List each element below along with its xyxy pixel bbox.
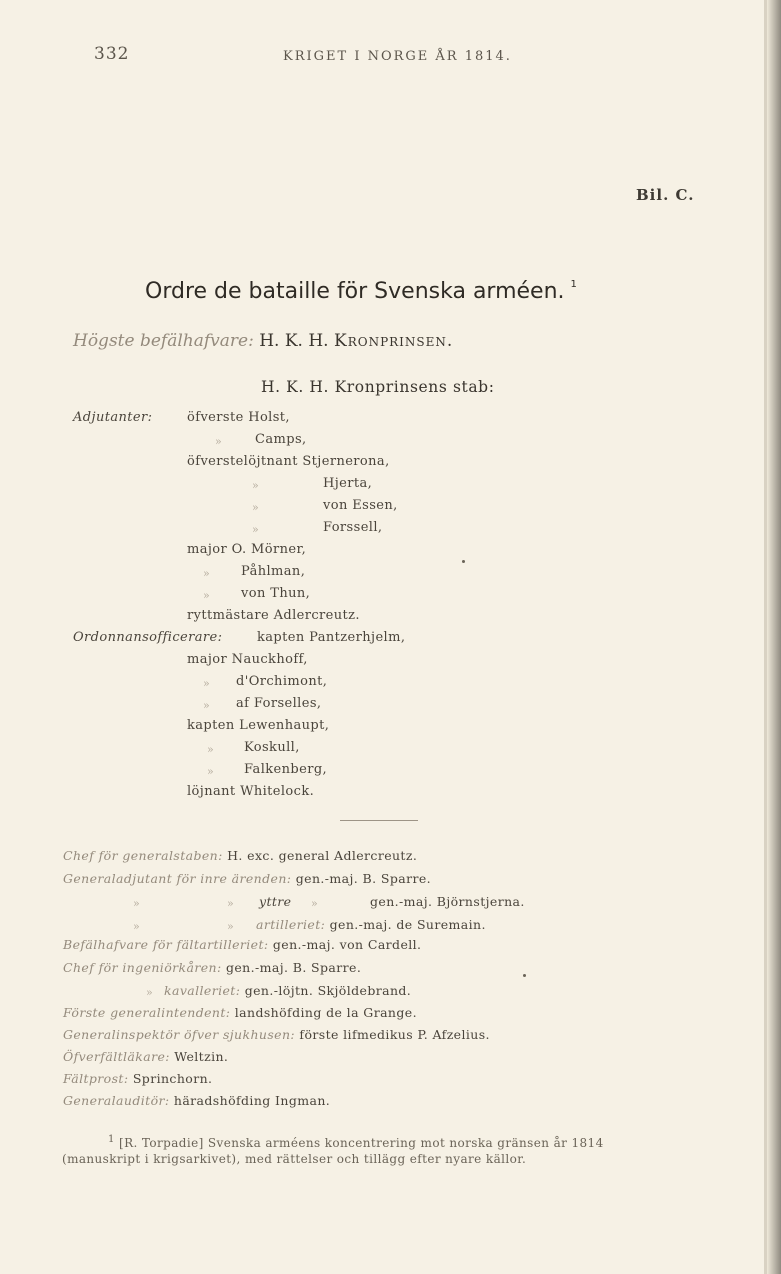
list-item: öfverstelöjtnant Stjernerona, xyxy=(187,454,390,469)
ditto-mark: » xyxy=(203,567,210,580)
list-item: ryttmästare Adlercreutz. xyxy=(187,608,360,623)
ditto-mark: » xyxy=(133,897,140,910)
list-item: Påhlman, xyxy=(241,564,306,579)
appointment-holder: Sprinchorn. xyxy=(132,1071,213,1086)
appointment-row xyxy=(63,1071,212,1086)
appointment-holder: gen.-maj. von Cardell. xyxy=(272,937,422,952)
ditto-mark: » xyxy=(311,897,318,910)
appendix-label: Bil. C. xyxy=(636,186,695,204)
list-item: öfverste Holst, xyxy=(187,410,290,425)
appointment-holder: Weltzin. xyxy=(174,1049,229,1064)
orderlies-label: Ordonnansofficerare: xyxy=(73,630,223,645)
list-item: kapten Pantzerhjelm, xyxy=(257,630,406,645)
appointment-holder: häradshöfding Ingman. xyxy=(173,1093,331,1108)
footnote-marker: 1 xyxy=(108,1134,115,1145)
appointment-role: Fältprost: xyxy=(63,1071,129,1086)
footnote-line-1: [R. Torpadie] Svenska arméens koncentrering mot norska gränsen år 1814 xyxy=(118,1136,604,1150)
appointment-role: Generalinspektör öfver sjukhusen: xyxy=(63,1027,296,1042)
list-item: major Nauckhoff, xyxy=(187,652,308,667)
appointment-row xyxy=(63,1093,330,1108)
list-item: Falkenberg, xyxy=(244,762,328,777)
page-number: 332 xyxy=(94,44,130,64)
page-title xyxy=(145,279,577,304)
commander-prefix: H. K. H. xyxy=(259,331,329,351)
staff-heading: H. K. H. Kronprinsens stab: xyxy=(261,378,495,396)
page-edge xyxy=(767,0,781,1274)
ditto-mark: » xyxy=(146,986,153,999)
appointment-row xyxy=(63,1005,417,1020)
appointment-row xyxy=(63,848,417,863)
footnote-ref: 1 xyxy=(570,279,577,290)
appointment-holder: gen.-maj. de Suremain. xyxy=(329,917,486,932)
appointment-row xyxy=(63,1027,490,1042)
list-item: d'Orchimont, xyxy=(236,674,328,689)
appointment-holder: gen.-maj. B. Sparre. xyxy=(225,960,362,975)
commander-role: Högste befälhafvare: xyxy=(73,331,254,351)
appointment-row xyxy=(164,983,411,998)
ditto-mark: » xyxy=(227,920,234,933)
appointment-role: yttre xyxy=(259,894,292,909)
ditto-mark: » xyxy=(203,699,210,712)
appointment-row xyxy=(63,937,421,952)
title-text: Ordre de bataille för Svenska arméen. xyxy=(145,279,565,304)
ditto-mark: » xyxy=(203,589,210,602)
ditto-mark: » xyxy=(133,920,140,933)
appointment-role: artilleriet: xyxy=(256,917,326,932)
list-item: kapten Lewenhaupt, xyxy=(187,718,330,733)
commander-line xyxy=(73,331,453,351)
ditto-mark: » xyxy=(252,501,259,514)
footnote-line-2: (manuskript i krigsarkivet), med rättelser och tillägg efter nyare källor. xyxy=(62,1152,527,1166)
list-item: af Forselles, xyxy=(236,696,322,711)
appointment-holder: gen.-maj. B. Sparre. xyxy=(295,871,432,886)
list-item: Koskull, xyxy=(244,740,300,755)
ditto-mark: » xyxy=(252,523,259,536)
ink-speck xyxy=(462,560,465,563)
appointment-holder: gen.-löjtn. Skjöldebrand. xyxy=(244,983,412,998)
appointment-holder: gen.-maj. Björnstjerna. xyxy=(370,894,525,909)
appointment-holder: förste lifmedikus P. Afzelius. xyxy=(299,1027,490,1042)
appointment-role: Öfverfältläkare: xyxy=(63,1049,170,1064)
list-item: Hjerta, xyxy=(323,476,373,491)
list-item: löjnant Whitelock. xyxy=(187,784,315,799)
appointment-row xyxy=(63,871,431,886)
list-item: von Thun, xyxy=(241,586,311,601)
ditto-mark: » xyxy=(203,677,210,690)
appointment-role: Generalauditör: xyxy=(63,1093,170,1108)
adjutants-label: Adjutanter: xyxy=(73,410,153,425)
list-item: Camps, xyxy=(255,432,307,447)
section-divider xyxy=(340,820,418,821)
ditto-mark: » xyxy=(227,897,234,910)
ditto-mark: » xyxy=(215,435,222,448)
appointment-holder: H. exc. general Adlercreutz. xyxy=(227,848,418,863)
appointment-row xyxy=(256,917,486,932)
appointment-role: Chef för generalstaben: xyxy=(63,848,223,863)
ditto-mark: » xyxy=(207,743,214,756)
appointment-row xyxy=(63,960,361,975)
list-item: Forssell, xyxy=(323,520,383,535)
list-item: von Essen, xyxy=(323,498,398,513)
appointment-role: Förste generalintendent: xyxy=(63,1005,231,1020)
commander-name: Kronprinsen. xyxy=(334,331,454,351)
appointment-row xyxy=(63,1049,228,1064)
ditto-mark: » xyxy=(252,479,259,492)
ditto-mark: » xyxy=(207,765,214,778)
appointment-holder: landshöfding de la Grange. xyxy=(234,1005,417,1020)
appointment-role: Generaladjutant för inre ärenden: xyxy=(63,871,292,886)
ink-speck xyxy=(523,974,526,977)
appointment-role: Chef för ingeniörkåren: xyxy=(63,960,222,975)
list-item: major O. Mörner, xyxy=(187,542,307,557)
appointment-role: Befälhafvare för fältartilleriet: xyxy=(63,937,269,952)
footnote xyxy=(108,1134,604,1150)
appointment-role: kavalleriet: xyxy=(164,983,241,998)
running-title: KRIGET I NORGE ÅR 1814. xyxy=(283,49,512,64)
